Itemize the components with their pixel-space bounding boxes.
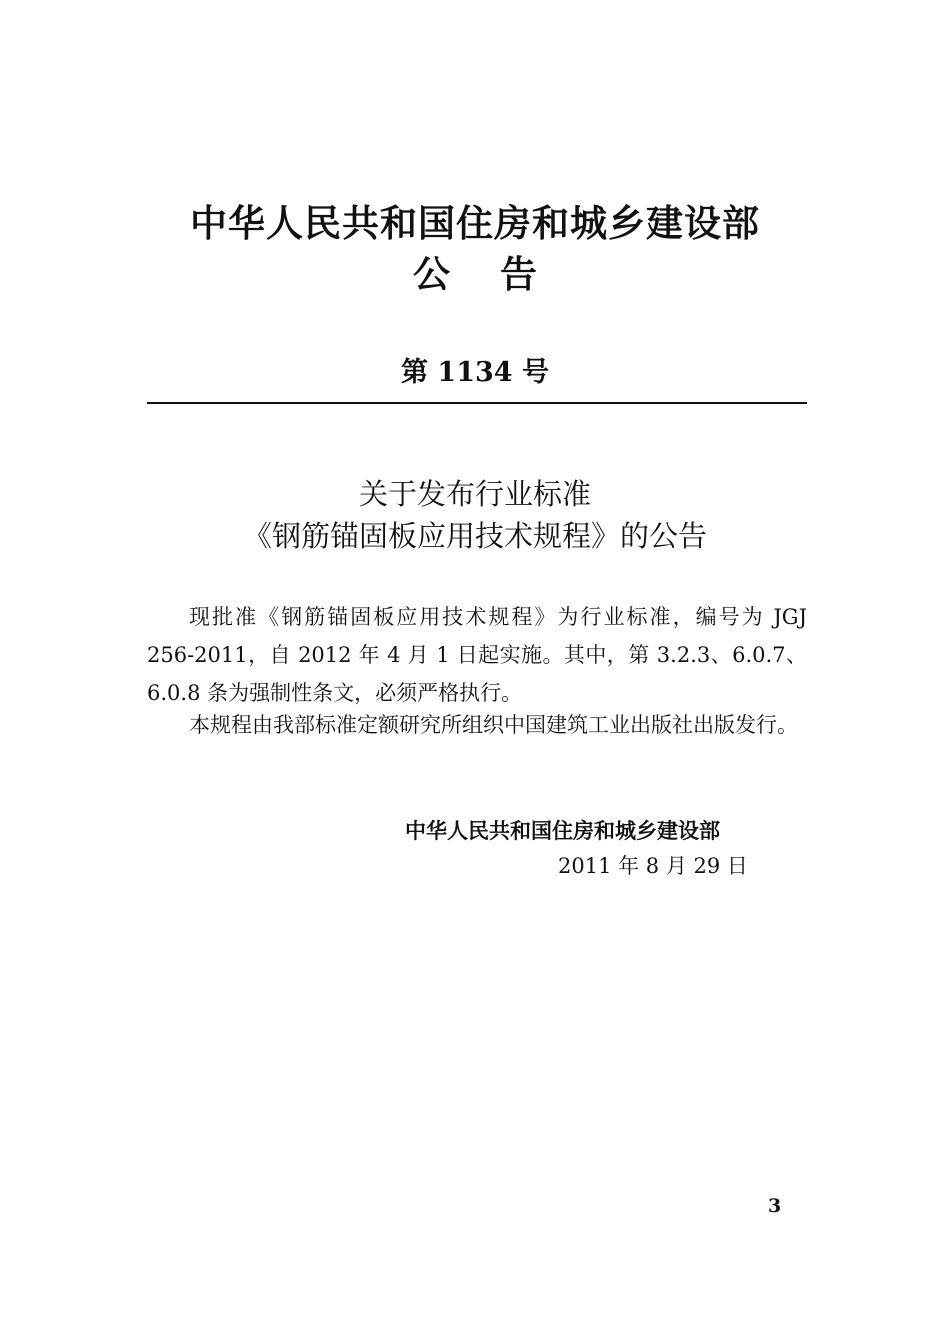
body-paragraph-2: 本规程由我部标准定额研究所组织中国建筑工业出版社出版发行。	[189, 713, 798, 737]
ministry-heading: 中华人民共和国住房和城乡建设部	[190, 201, 760, 245]
body-paragraph-1: 现批准《钢筋锚固板应用技术规程》为行业标准，编号为 JGJ 256-2011，自 2012 年 4 月 1 日起实施。其中，第 3.2.3、6.0.7、6.0.8 条为强制性条文，必须严格执行。	[147, 605, 807, 705]
announcement-heading: 公告	[413, 252, 587, 296]
horizontal-rule	[147, 402, 807, 404]
signature-date: 2011 年 8 月 29 日	[558, 854, 748, 878]
page-number: 3	[768, 1195, 782, 1217]
notice-title-line-2: 《钢筋锚固板应用技术规程》的公告	[242, 519, 707, 553]
announcement-number: 第 1134 号	[401, 357, 549, 388]
notice-title-line-1: 关于发布行业标准	[358, 477, 591, 511]
signature-issuer: 中华人民共和国住房和城乡建设部	[405, 818, 720, 843]
